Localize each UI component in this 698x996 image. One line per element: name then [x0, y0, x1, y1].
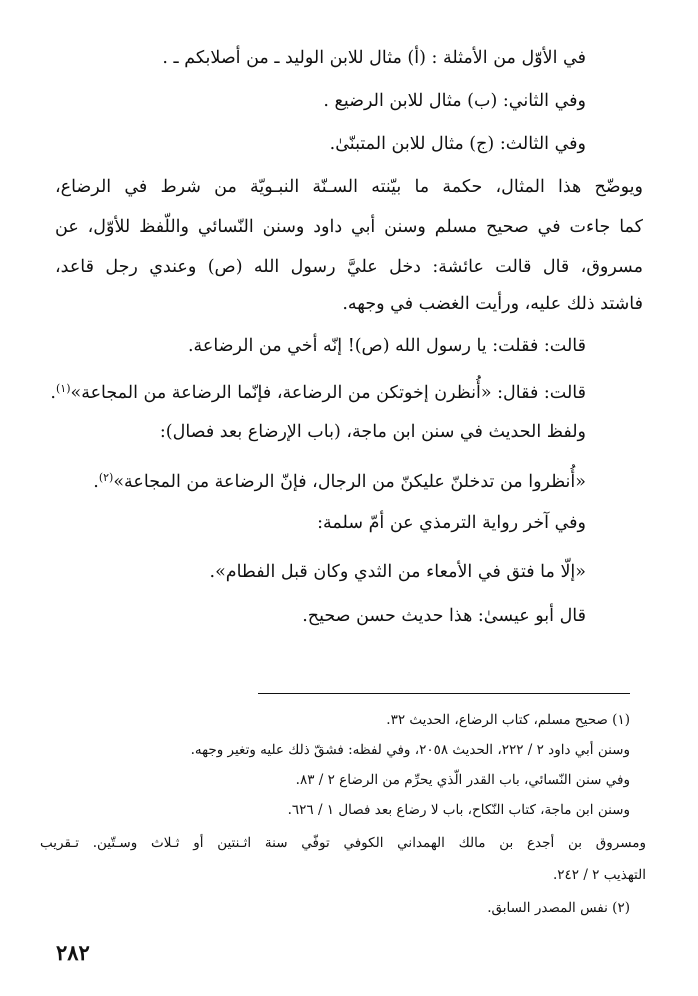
- footnote-line-2: وسنن أبي داود ٢ / ٢٢٢، الحديث ٢٠٥٨، وفي لفظه: فشقّ ذلك عليه وتغير وجهه.: [190, 742, 630, 758]
- body-line-9-text: قالت: فقال: «أُنظرن إخوتكن من الرضاعة، فإنّما الرضاعة من المجاعة»: [70, 383, 586, 403]
- body-line-4: ويوضّح هذا المثال، حكمة ما بيّنته السـنّة النبـويّة من شرط في الرضاع،: [55, 177, 643, 197]
- footnote-ref-2: (٢): [98, 471, 114, 484]
- body-line-2: وفي الثاني: (ب) مثال للابن الرضيع .: [323, 91, 586, 111]
- body-line-9: [40, 377, 586, 405]
- body-line-6: مسروق، قال قالت عائشة: دخل عليَّ رسول الله (ص) وعندي رجل قاعد،: [55, 257, 643, 277]
- body-line-13: «إلّا ما فتق في الأمعاء من الثدي وكان قبل الفطام».: [209, 562, 586, 582]
- body-line-11: [40, 466, 586, 494]
- footnote-line-6: التهذيب ٢ / ٢٤٢.: [552, 867, 646, 883]
- footnote-line-4: وسنن ابن ماجة، كتاب النّكاح، باب لا رضاع بعد فصال ١ / ٦٢٦.: [287, 802, 630, 818]
- page-number: ٢٨٢: [56, 940, 90, 965]
- body-line-11-end: .: [93, 472, 99, 492]
- body-line-8: قالت: فقلت: يا رسول الله (ص)! إنّه أخي من الرضاعة.: [187, 336, 586, 356]
- footnote-line-7: (٢) نفس المصدر السابق.: [487, 900, 630, 916]
- footnote-ref-1: (١): [56, 382, 71, 395]
- footnote-line-1: (١) صحيح مسلم، كتاب الرضاع، الحديث ٣٢.: [386, 712, 630, 728]
- body-line-5: كما جاءت في صحيح مسلم وسنن أبي داود وسنن النّسائي واللّفظ للأوّل، عن: [55, 217, 643, 237]
- body-line-3: وفي الثالث: (ج) مثال للابن المتبنّىٰ.: [329, 134, 586, 154]
- body-line-9-end: .: [50, 383, 56, 403]
- body-line-14: قال أبو عيسىٰ: هذا حديث حسن صحيح.: [302, 606, 586, 626]
- footnote-line-3: وفي سنن النّسائي، باب القدر الّذي يحرِّم من الرضاع ٢ / ٨٣.: [295, 772, 630, 788]
- body-line-7: فاشتد ذلك عليه، ورأيت الغضب في وجهه.: [342, 294, 643, 314]
- footnote-line-5: ومسروق بن أجدع بن مالك الهمداني الكوفي توفّي سنة اثـنتين أو ثـلاث وسـتّين. تـقريب: [40, 835, 646, 851]
- body-line-1: في الأوّل من الأمثلة : (أ) مثال للابن الوليد ـ من أصلابكم ـ .: [162, 48, 586, 68]
- body-line-12: وفي آخر رواية الترمذي عن أمّ سلمة:: [317, 513, 586, 533]
- body-line-10: ولفظ الحديث في سنن ابن ماجة، (باب الإرضاع بعد فصال):: [159, 422, 586, 442]
- footnote-divider: [258, 693, 630, 694]
- body-line-11-text: «أُنظروا من تدخلنّ عليكنّ من الرجال، فإنّ الرضاعة من المجاعة»: [113, 472, 586, 492]
